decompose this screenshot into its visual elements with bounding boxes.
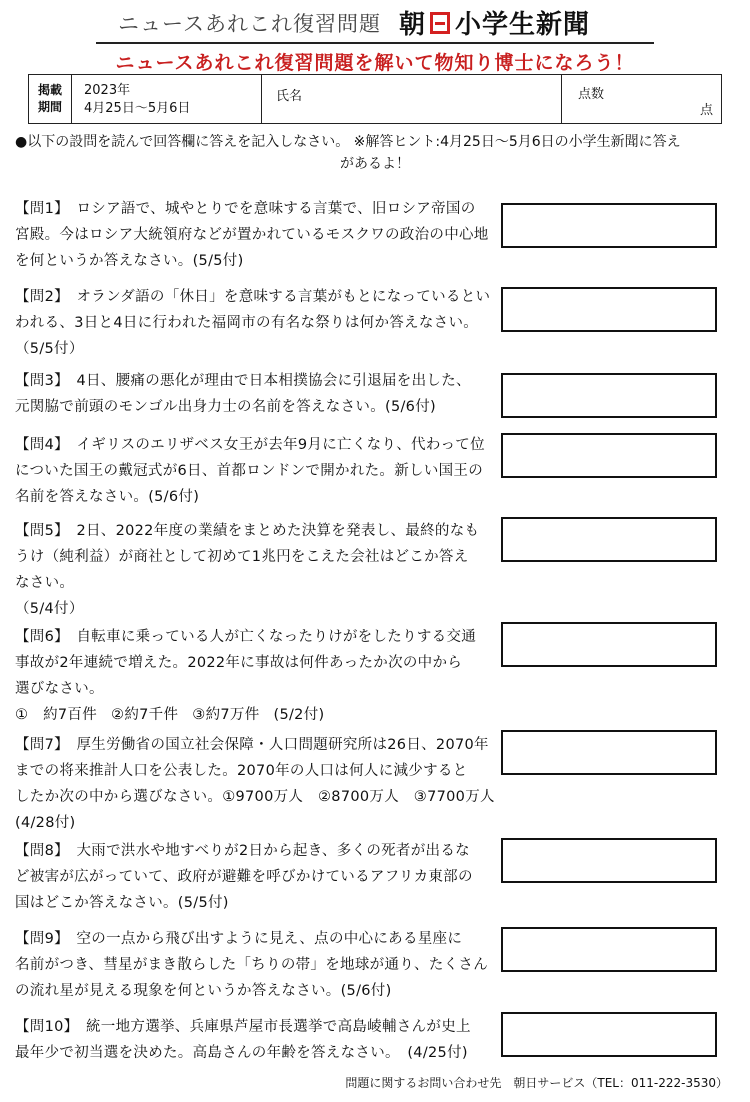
question-5: [15, 518, 495, 622]
question-line: 【問9】 空の一点から飛び出すように見え、点の中心にある星座に: [15, 931, 463, 947]
choice-1: ① 約7百件: [15, 707, 98, 723]
question-line: についた国王の戴冠式が6日、首都ロンドンで開かれた。新しい国王の: [15, 463, 484, 479]
banner-title: ニュースあれこれ復習問題を解いて物知り博士になろう！: [115, 52, 635, 74]
score-field[interactable]: [562, 75, 721, 123]
instructions-line-2: があるよ！: [340, 156, 410, 172]
question-line: 【問10】 統一地方選挙、兵庫県芦屋市長選挙で高島崚輔さんが史上: [15, 1019, 471, 1035]
choice-2: ②約7千件: [111, 707, 179, 723]
score-label: 点数: [578, 87, 605, 102]
logo-text-1: 朝: [399, 10, 427, 40]
choice-3: ③約7万件: [192, 707, 260, 723]
question-line: （5/4付）: [15, 601, 84, 617]
answer-box-6[interactable]: [501, 622, 717, 667]
question-line: 選びなさい。: [15, 681, 104, 697]
question-1: [15, 196, 495, 274]
period-label-line1: 掲載: [37, 83, 62, 97]
question-10: [15, 1014, 495, 1066]
answer-box-5[interactable]: [501, 517, 717, 562]
period-label-line2: 期間: [37, 100, 62, 114]
question-line: なさい。: [15, 575, 75, 591]
period-year: 2023年: [84, 83, 131, 98]
question-line: までの将来推計人口を公表した。2070年の人口は何人に減少すると: [15, 763, 468, 779]
period-range: 4月25日～5月6日: [84, 101, 191, 116]
question-line: 【問2】 オランダ語の「休日」を意味する言葉がもとになっているとい: [15, 289, 491, 305]
period-dates: [72, 75, 262, 123]
question-line: 【問5】 2日、2022年度の業績をまとめた決算を発表し、最終的なも: [15, 523, 480, 539]
question-line: の流れ星が見える現象を何というか答えなさい。(5/6付): [15, 983, 392, 999]
question-line: を何というか答えなさい。(5/5付): [15, 253, 244, 269]
question-line: 元関脇で前頭のモンゴル出身力士の名前を答えなさい。(5/6付): [15, 399, 436, 415]
header-rule: [96, 42, 654, 44]
instructions: [15, 132, 735, 174]
answer-box-7[interactable]: [501, 730, 717, 775]
question-6-choices: [15, 702, 495, 728]
answer-box-1[interactable]: [501, 203, 717, 248]
question-line: （5/5付）: [15, 341, 84, 357]
question-line: 宮殿。今はロシア大統領府などが置かれているモスクワの政治の中心地: [15, 227, 489, 243]
question-line: 事故が2年連続で増えた。2022年に事故は何件あったか次の中から: [15, 655, 463, 671]
newspaper-logo: [399, 4, 590, 41]
question-line: したか次の中から選びなさい。①9700万人 ②8700万人 ③7700万人: [15, 789, 495, 805]
question-6: [15, 624, 495, 728]
question-line: 最年少で初当選を決めた。高島さんの年齢を答えなさい。 (4/25付): [15, 1045, 468, 1061]
question-line: 【問6】 自転車に乗っている人が亡くなったりけがをしたりする交通: [15, 629, 477, 645]
page-header: [0, 0, 750, 46]
question-line: 国はどこか答えなさい。(5/5付): [15, 895, 229, 911]
question-line: うけ（純利益）が商社として初めて1兆円をこえた会社はどこか答え: [15, 549, 469, 565]
question-line: 【問3】 4日、腰痛の悪化が理由で日本相撲協会に引退届を出した、: [15, 373, 471, 389]
question-line: 【問1】 ロシア語で、城やとりでを意味する言葉で、旧ロシア帝国の: [15, 201, 476, 217]
sun-logo-icon: [430, 12, 450, 34]
contact-footer: 問題に関するお問い合わせ先 朝日サービス（TEL：011-222-3530）: [345, 1076, 728, 1090]
question-9: [15, 926, 495, 1004]
question-2: [15, 284, 495, 362]
choice-date: (5/2付): [273, 707, 325, 723]
score-unit: 点: [699, 103, 713, 118]
instructions-line-1: ●以下の設問を読んで回答欄に答えを記入しなさい。 ※解答ヒント:4月25日～5月6日の小学生新聞に答え: [15, 134, 681, 150]
question-line: 名前がつき、彗星がまき散らした「ちりの帯」を地球が通り、たくさん: [15, 957, 489, 973]
question-3: [15, 368, 495, 420]
question-line: 【問8】 大雨で洪水や地すべりが2日から起き、多くの死者が出るな: [15, 843, 470, 859]
question-4: [15, 432, 495, 510]
answer-box-10[interactable]: [501, 1012, 717, 1057]
question-7: [15, 732, 495, 836]
period-label: [29, 75, 72, 123]
answer-box-3[interactable]: [501, 373, 717, 418]
info-table: [28, 74, 722, 124]
question-8: [15, 838, 495, 916]
answer-box-4[interactable]: [501, 433, 717, 478]
answer-box-2[interactable]: [501, 287, 717, 332]
question-line: ど被害が広がっていて、政府が避難を呼びかけているアフリカ東部の: [15, 869, 473, 885]
logo-text-2: 小学生新聞: [455, 10, 591, 40]
question-line: (4/28付): [15, 815, 76, 831]
answer-box-8[interactable]: [501, 838, 717, 883]
name-label: 氏名: [276, 89, 303, 104]
header-subtitle: ニュースあれこれ復習問題: [118, 12, 381, 36]
question-line: われる、3日と4日に行われた福岡市の有名な祭りは何か答えなさい。: [15, 315, 479, 331]
name-field[interactable]: [262, 75, 562, 123]
question-line: 【問7】 厚生労働省の国立社会保障・人口問題研究所は26日、2070年: [15, 737, 489, 753]
question-line: 【問4】 イギリスのエリザベス女王が去年9月に亡くなり、代わって位: [15, 437, 485, 453]
answer-box-9[interactable]: [501, 927, 717, 972]
question-line: 名前を答えなさい。(5/6付): [15, 489, 200, 505]
